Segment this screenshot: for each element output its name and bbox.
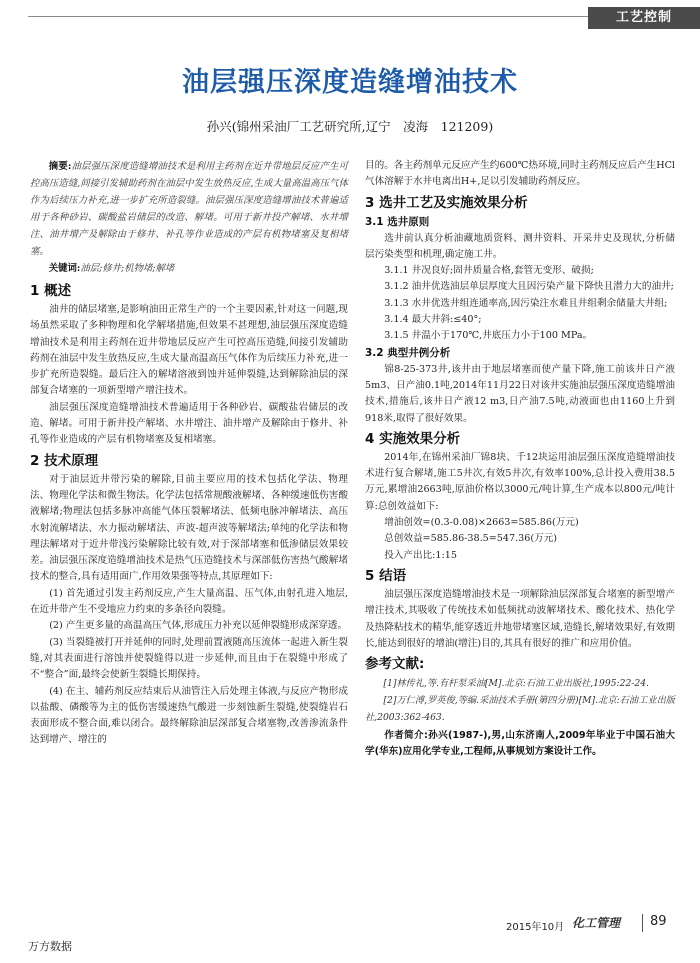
right-column: [365, 158, 675, 760]
footer-divider: [642, 914, 643, 932]
section-2-item-1: (1) 首先通过引发主药剂反应,产生大量高温、压气体,由射孔进入地层,在近井带产生不受地应力约束的多条径向裂缝。: [30, 587, 348, 616]
article-title: 油层强压深度造缝增油技术: [182, 67, 518, 98]
keywords-text: 油层;修井;机物堵;解堵: [80, 263, 175, 274]
section-3-paragraph-2: 锦8-25-373井,该井由于地层堵塞而使产量下降,施工前该井日产液5m3、日产油0.1吨,2014年11月22日对该井实施油层强压深度造缝增油技术,措施后,该井日产液12 m3,日产油7.5吨,动液面也由1160上升到918米,取得了很好效果。: [365, 363, 675, 424]
section-2-item-3: (3) 当裂缝被打开并延伸的同时,处理前置液随高压流体一起进入新生裂缝,对其表面进行溶蚀并使裂缝得以进一步延伸,而且由于在裂缝中形成了不“整合”面,最终会使新生裂缝长期保持。: [30, 636, 348, 681]
footer-date: 2015年10月: [506, 922, 565, 933]
subsection-3-1-heading: 3.1 选井原则: [365, 215, 430, 228]
abstract: [30, 158, 348, 260]
section-2-paragraph-1: 对于油层近井带污染的解除,目前主要应用的技术包括化学法、物理法、物理化学法和微生物法。化学法包括常规酸液解堵、各种缓速低伤害酸液解堵;物理法包括多脉冲高能气体压裂解堵法、低频电脉冲解堵法、高压水射流解堵法、水力振动解堵法、声波-超声波等解堵法;单纯的化学法和物理法解堵对于近井带浅污染解除比较有效,对于深部堵塞和低渗储层效果较差。油层强压深度造缝增油技术是热气压造缝技术与深部低伤害热气酸解堵技术的整合,具有适用面广,作用效果强等特点,其原理如下:: [30, 473, 348, 583]
references-heading: 参考文献:: [365, 656, 425, 673]
section-5-paragraph-1: 油层强压深度造缝增油技术是一项解除油层深部复合堵塞的新型增产增注技术,其吸收了传统技术如低频扰动波解堵技术、酸化技术、热化学及热降粘技术的精华,能穿透近井地带堵塞区域,造缝长,解堵效果好,有效期长,能达到很好的增油(增注)目的,其具有很好的推广和应用价值。: [365, 588, 675, 649]
author-byline: 孙兴(锦州采油厂工艺研究所,辽宁 凌海 121209): [206, 119, 494, 134]
journal-name: 化工管理: [572, 916, 621, 930]
section-5-heading: 5 结语: [365, 567, 407, 584]
criterion-3-1-5: 3.1.5 井温小于170℃,井底压力小于100 MPa。: [384, 330, 593, 342]
header-rule: [28, 16, 588, 17]
equation-oil-benefit: 增油创效=(0.3-0.08)×2663=585.86(万元): [384, 517, 579, 529]
equation-total-benefit: 总创效益=585.86-38.5=547.36(万元): [384, 533, 558, 545]
left-column: [30, 158, 348, 749]
subsection-3-2-heading: 3.2 典型井例分析: [365, 346, 451, 359]
section-4-heading: 4 实施效果分析: [365, 430, 461, 447]
section-1-heading: 1 概述: [30, 283, 72, 299]
page-number: 89: [650, 914, 667, 929]
section-1-paragraph-1: 油井的储层堵塞,是影响油田正常生产的一个主要因素,针对这一问题,现场虽然采取了多种物理和化学解堵措施,但效果不甚理想,油层强压深度造缝增油技术是利用主药剂在近井带地层反应产生可控高压造缝,间接引发辅助药剂在油层中发生放热反应,生成大量高温高压气体作为后续压力补充,进一步扩充所造裂缝。最后注入的解堵溶液到蚀并延伸裂缝,达到解除油层的深部复合堵塞的一项新型增产增注技术。: [30, 304, 348, 397]
section-tag: 工艺控制: [588, 7, 700, 29]
section-4-paragraph-1: 2014年,在锦州采油厂锦8块、千12块运用油层强压深度造缝增油技术进行复合解堵,施工5井次,有效5井次,有效率100%,总计投入费用38.5万元,累增油2663吨,原油价格以3000元/吨计算,生产成本以800元/吨计算:总创效益如下:: [365, 451, 675, 512]
continued-paragraph: 目的。各主药剂单元反应产生约600℃热环境,同时主药剂反应后产生HCl气体溶解于水井电离出H+,足以引发辅助药剂反应。: [365, 160, 675, 188]
criterion-3-1-3: 3.1.3 水井优选井组连通率高,因污染注水难且井组剩余储量大井组;: [384, 297, 668, 309]
criterion-3-1-1: 3.1.1 井况良好;固井质量合格,套管无变形、破损;: [384, 265, 594, 277]
reference-2: [2]万仁溥,罗英俊,等编.采油技术手册(第四分册)[M].北京:石油工业出版社,2003:362-463.: [365, 695, 675, 724]
author-bio: 作者简介:孙兴(1987-),男,山东济南人,2009年毕业于中国石油大学(华东)应用化学专业,工程师,从事规划方案设计工作。: [365, 730, 675, 758]
criterion-3-1-4: 3.1.4 最大井斜:≤40°;: [384, 314, 482, 326]
section-3-heading: 3 选井工艺及实施效果分析: [365, 194, 528, 211]
section-3-paragraph-1: 选井前认真分析油藏地质资料、测井资料、开采井史及现状,分析储层污染类型和机理,确定施工井。: [365, 232, 675, 260]
criterion-3-1-2: 3.1.2 油井优选油层单层厚度大且因污染产量下降快且潜力大的油井;: [384, 281, 674, 293]
abstract-text: 油层强压深度造缝增油技术是利用主药剂在近井带地层反应产生可控高压造缝,间接引发辅助药剂在油层中发生放热反应,生成大量高温高压气体作为后续压力补充,进一步扩充所造裂缝。油层强压深度造缝增油技术普遍适用于各种砂岩、碳酸盐岩储层的改造、解堵。可用于新井投产解堵、水井增注、油井增产及解除由于修井、补孔等作业造成的产层有机物堵塞及复相堵塞。: [30, 161, 348, 257]
section-1-paragraph-2: 油层强压深度造缝增油技术普遍适用于各种砂岩、碳酸盐岩储层的改造、解堵。可用于新井投产解堵、水井增注、油井增产及解除由于修井、补孔等作业造成的产层有机物堵塞及复相堵塞。: [30, 401, 348, 446]
abstract-label: 摘要:: [48, 161, 72, 172]
input-output-ratio: 投入产出比:1:15: [384, 549, 457, 561]
section-2-item-2: (2) 产生更多量的高温高压气体,形成压力补充以延伸裂缝形成深穿透。: [49, 620, 348, 632]
database-watermark: 万方数据: [28, 940, 72, 953]
section-2-heading: 2 技术原理: [30, 452, 99, 469]
keywords-label: 关键词:: [48, 263, 81, 274]
reference-1: [1]林传礼,等.有杆泵采油[M].北京:石油工业出版社,1995:22-24.: [383, 678, 650, 690]
section-2-item-4: (4) 在主、辅药剂反应结束后从油管注入后处理主体液,与反应产物形成以盐酸、磷酸等为主的低伤害缓速热气酸进一步刻蚀新生裂缝,使裂缝岩石表面形成不整合面,难以闭合。最终解除油层深部复合堵塞物,改善渗流条件达到增产、增注的: [30, 685, 348, 746]
keywords: [30, 260, 348, 277]
